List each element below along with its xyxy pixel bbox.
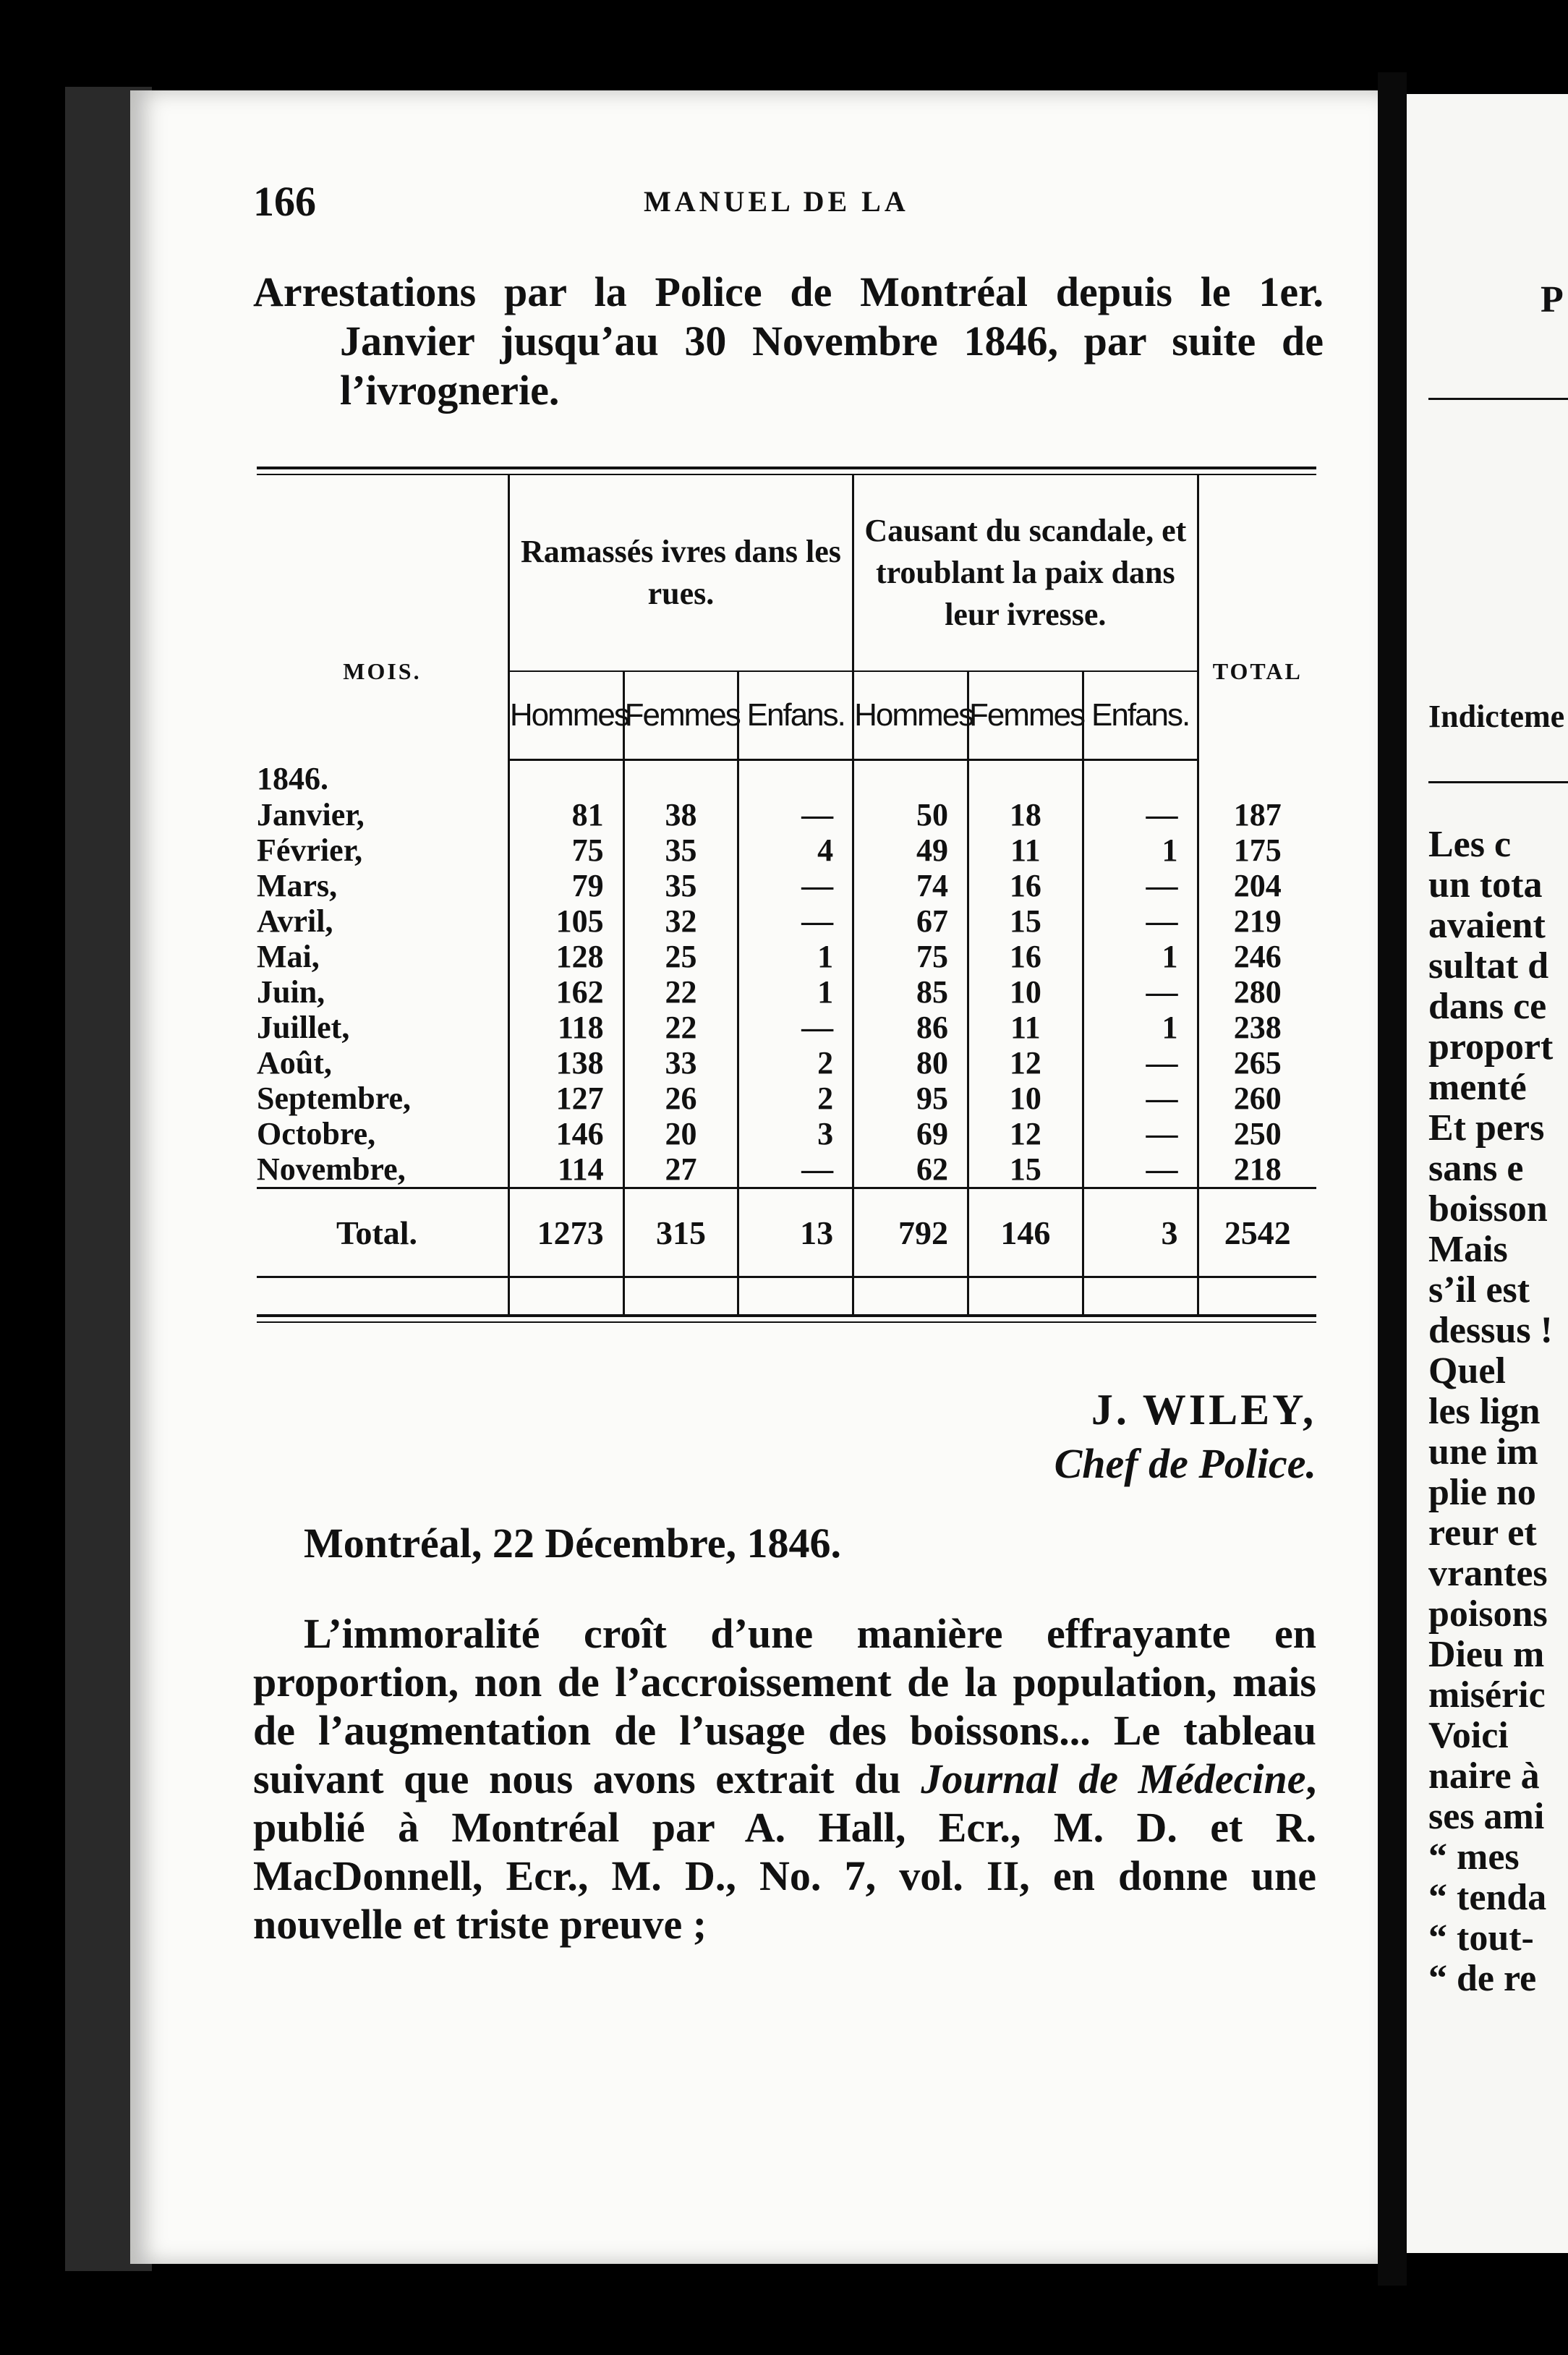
table-top-rule [257, 467, 1316, 475]
table-cell: 15 [968, 1151, 1083, 1188]
month-cell: Avril, [257, 903, 333, 939]
table-cell: — [1083, 868, 1198, 903]
group-header-streets: Ramassés ivres dans les rues. [508, 475, 853, 671]
facing-line: dessus ! [1428, 1310, 1553, 1351]
month-cell: Juin, [257, 974, 325, 1010]
table-cell: 3 [738, 1116, 853, 1151]
table-cell: 127 [508, 1081, 623, 1116]
total-header: TOTAL [1198, 475, 1316, 760]
month-cell: Juillet, [257, 1010, 350, 1045]
facing-subheading: Indicteme [1428, 699, 1565, 734]
running-title: MANUEL DE LA [644, 185, 909, 218]
facing-line: les lign [1428, 1391, 1541, 1432]
table-cell: 49 [853, 832, 968, 868]
table-cell: 22 [623, 1010, 738, 1045]
table-cell: 1 [738, 974, 853, 1010]
year-label: 1846. [257, 760, 328, 796]
table-cell: 118 [508, 1010, 623, 1045]
table-cell: 85 [853, 974, 968, 1010]
table-cell: — [738, 1010, 853, 1045]
facing-line: vrantes [1428, 1553, 1548, 1594]
table-cell: — [738, 797, 853, 832]
total-cell: 175 [1198, 832, 1316, 868]
facing-line: Dieu m [1428, 1634, 1545, 1675]
table-body [257, 760, 1316, 1188]
table-cell: 1273 [508, 1188, 623, 1277]
table-cell: 50 [853, 797, 968, 832]
facing-line: dans ce [1428, 986, 1547, 1027]
month-cell: Mai, [257, 939, 320, 974]
facing-line: sans e [1428, 1148, 1524, 1189]
table-row [257, 1151, 1316, 1188]
page-number: 166 [253, 178, 316, 225]
table-cell: 10 [968, 1081, 1083, 1116]
table-row [257, 1010, 1316, 1045]
body-paragraph [253, 1609, 1316, 1949]
table-cell: 32 [623, 903, 738, 939]
table-cell: 3 [1083, 1188, 1198, 1277]
subheader-femmes: Femmes [968, 671, 1083, 760]
subheader-femmes: Femmes [623, 671, 738, 760]
table-cell: 1 [1083, 832, 1198, 868]
month-cell: Mars, [257, 868, 338, 903]
table-cell: 315 [623, 1188, 738, 1277]
facing-line: sultat d [1428, 945, 1549, 987]
table-cell: 138 [508, 1045, 623, 1081]
table-cell: 2 [738, 1081, 853, 1116]
facing-rule [1428, 781, 1568, 783]
table-bottom-rule [257, 1314, 1316, 1323]
facing-line: “ tout- [1428, 1917, 1534, 1959]
table-cell: 69 [853, 1116, 968, 1151]
table-row [257, 1045, 1316, 1081]
table-cell: 16 [968, 868, 1083, 903]
table-cell: 146 [968, 1188, 1083, 1277]
table-cell: 12 [968, 1116, 1083, 1151]
table-cell: 15 [968, 903, 1083, 939]
table-row [257, 797, 1316, 832]
total-cell: 250 [1198, 1116, 1316, 1151]
table-row [257, 903, 1316, 939]
group-header-scandal: Causant du scandale, et troublant la paix dans leur ivresse. [853, 475, 1198, 671]
total-cell: 218 [1198, 1151, 1316, 1188]
table-cell: — [1083, 1045, 1198, 1081]
arrests-table [257, 475, 1316, 1314]
mois-header: MOIS. [343, 658, 422, 685]
year-row [257, 760, 1316, 798]
table-cell: 10 [968, 974, 1083, 1010]
table-cell: 11 [968, 832, 1083, 868]
month-cell: Octobre, [257, 1116, 376, 1151]
table-cell: 95 [853, 1081, 968, 1116]
table-cell: 20 [623, 1116, 738, 1151]
facing-text-lines [1428, 825, 1553, 1999]
facing-line: “ tenda [1428, 1877, 1547, 1918]
facing-line: ses ami [1428, 1796, 1545, 1837]
table-cell: 33 [623, 1045, 738, 1081]
facing-line: s’il est [1428, 1269, 1530, 1311]
table-cell: — [1083, 1151, 1198, 1188]
facing-line: Et pers [1428, 1107, 1545, 1149]
facing-line: Quel [1428, 1350, 1506, 1392]
table-cell: 105 [508, 903, 623, 939]
table-cell: 11 [968, 1010, 1083, 1045]
table-cell: 2542 [1198, 1188, 1316, 1277]
arrests-table-wrapper [257, 467, 1316, 1323]
table-cell: 27 [623, 1151, 738, 1188]
body-text: L’immoralité croît d’une manière effrayante en proportion, non de l’accroissement de la population, mais de l’augmentation de l’usage des boissons... Le tableau suivant que nous avons extrait du Journal de Médecine, publié à Montréal par A. Hall, Ecr., M. D. et R. MacDonnell, Ecr., M. D., No. 7, vol. II, en donne une nouvelle et triste preuve ; [253, 1610, 1317, 1948]
total-cell: 238 [1198, 1010, 1316, 1045]
total-cell: 280 [1198, 974, 1316, 1010]
table-cell: — [738, 868, 853, 903]
signature-block [940, 1385, 1316, 1488]
caption-text: Arrestations par la Police de Montréal depuis le 1er. Janvier jusqu’au 30 Novembre 1846, par suite de l’ivrognerie. [253, 268, 1324, 414]
total-label: Total. [257, 1188, 508, 1277]
table-cell: 26 [623, 1081, 738, 1116]
table-cell: 13 [738, 1188, 853, 1277]
facing-line: poisons [1428, 1593, 1548, 1635]
subheader-enfans: Enfans. [738, 671, 853, 760]
facing-line: menté [1428, 1067, 1527, 1108]
total-cell: 260 [1198, 1081, 1316, 1116]
table-cell: 35 [623, 868, 738, 903]
facing-line: proport [1428, 1026, 1554, 1068]
table-cell: 18 [968, 797, 1083, 832]
table-cell: — [1083, 1116, 1198, 1151]
table-cell: 25 [623, 939, 738, 974]
facing-line: boisson [1428, 1188, 1548, 1230]
month-cell: Août, [257, 1045, 332, 1081]
table-cell: 114 [508, 1151, 623, 1188]
table-cell: 79 [508, 868, 623, 903]
table-cell: 12 [968, 1045, 1083, 1081]
table-cell: 74 [853, 868, 968, 903]
month-cell: Novembre, [257, 1151, 406, 1187]
facing-line: un tota [1428, 864, 1543, 906]
subheader-hommes: Hommes [853, 671, 968, 760]
table-cell: 146 [508, 1116, 623, 1151]
journal-title: Journal de Médecine [921, 1755, 1306, 1802]
total-cell: 246 [1198, 939, 1316, 974]
facing-line: “ mes [1428, 1836, 1520, 1878]
table-cell: 1 [1083, 1010, 1198, 1045]
table-cell: 1 [738, 939, 853, 974]
table-row [257, 974, 1316, 1010]
table-cell: 1 [1083, 939, 1198, 974]
table-row [257, 1116, 1316, 1151]
table-cell: 75 [508, 832, 623, 868]
table-cell: 16 [968, 939, 1083, 974]
facing-line: Voici [1428, 1715, 1509, 1756]
group-header-row [257, 475, 1316, 671]
signature-name: J. WILEY, [1091, 1386, 1316, 1434]
table-cell: — [1083, 903, 1198, 939]
table-cell: 67 [853, 903, 968, 939]
table-cell: 35 [623, 832, 738, 868]
facing-line: “ de re [1428, 1958, 1537, 1999]
table-row [257, 1081, 1316, 1116]
dateline: Montréal, 22 Décembre, 1846. [304, 1520, 842, 1567]
facing-line: Mais [1428, 1229, 1508, 1270]
month-cell: Septembre, [257, 1081, 412, 1116]
facing-page [1407, 94, 1568, 2253]
facing-rule [1428, 398, 1568, 400]
facing-line: une im [1428, 1431, 1538, 1473]
table-cell: 38 [623, 797, 738, 832]
total-cell: 187 [1198, 797, 1316, 832]
table-row [257, 868, 1316, 903]
table-cell: 62 [853, 1151, 968, 1188]
subheader-enfans: Enfans. [1083, 671, 1198, 760]
facing-line: naire à [1428, 1755, 1540, 1797]
table-cell: 80 [853, 1045, 968, 1081]
subheader-hommes: Hommes [508, 671, 623, 760]
facing-line: plie no [1428, 1472, 1536, 1513]
facing-line: reur et [1428, 1512, 1537, 1554]
book-gutter [1378, 72, 1407, 2286]
facing-line: avaient [1428, 905, 1546, 946]
total-row [257, 1188, 1316, 1277]
table-cell: — [1083, 974, 1198, 1010]
table-cell: — [738, 903, 853, 939]
table-row [257, 939, 1316, 974]
table-cell: 792 [853, 1188, 968, 1277]
facing-line: miséric [1428, 1674, 1546, 1716]
facing-header-fragment: P [1541, 279, 1564, 320]
table-cell: — [738, 1151, 853, 1188]
table-cell: 75 [853, 939, 968, 974]
table-cell: 162 [508, 974, 623, 1010]
table-row [257, 832, 1316, 868]
table-cell: 128 [508, 939, 623, 974]
total-cell: 204 [1198, 868, 1316, 903]
signature-role: Chef de Police. [1054, 1440, 1316, 1487]
table-cell: 2 [738, 1045, 853, 1081]
table-cell: — [1083, 797, 1198, 832]
table-cell: 4 [738, 832, 853, 868]
table-caption [253, 268, 1324, 415]
month-cell: Février, [257, 832, 363, 868]
table-cell: 86 [853, 1010, 968, 1045]
table-cell: 22 [623, 974, 738, 1010]
facing-line: Les c [1428, 824, 1512, 865]
total-cell: 265 [1198, 1045, 1316, 1081]
total-cell: 219 [1198, 903, 1316, 939]
month-cell: Janvier, [257, 797, 365, 832]
table-cell: — [1083, 1081, 1198, 1116]
table-cell: 81 [508, 797, 623, 832]
